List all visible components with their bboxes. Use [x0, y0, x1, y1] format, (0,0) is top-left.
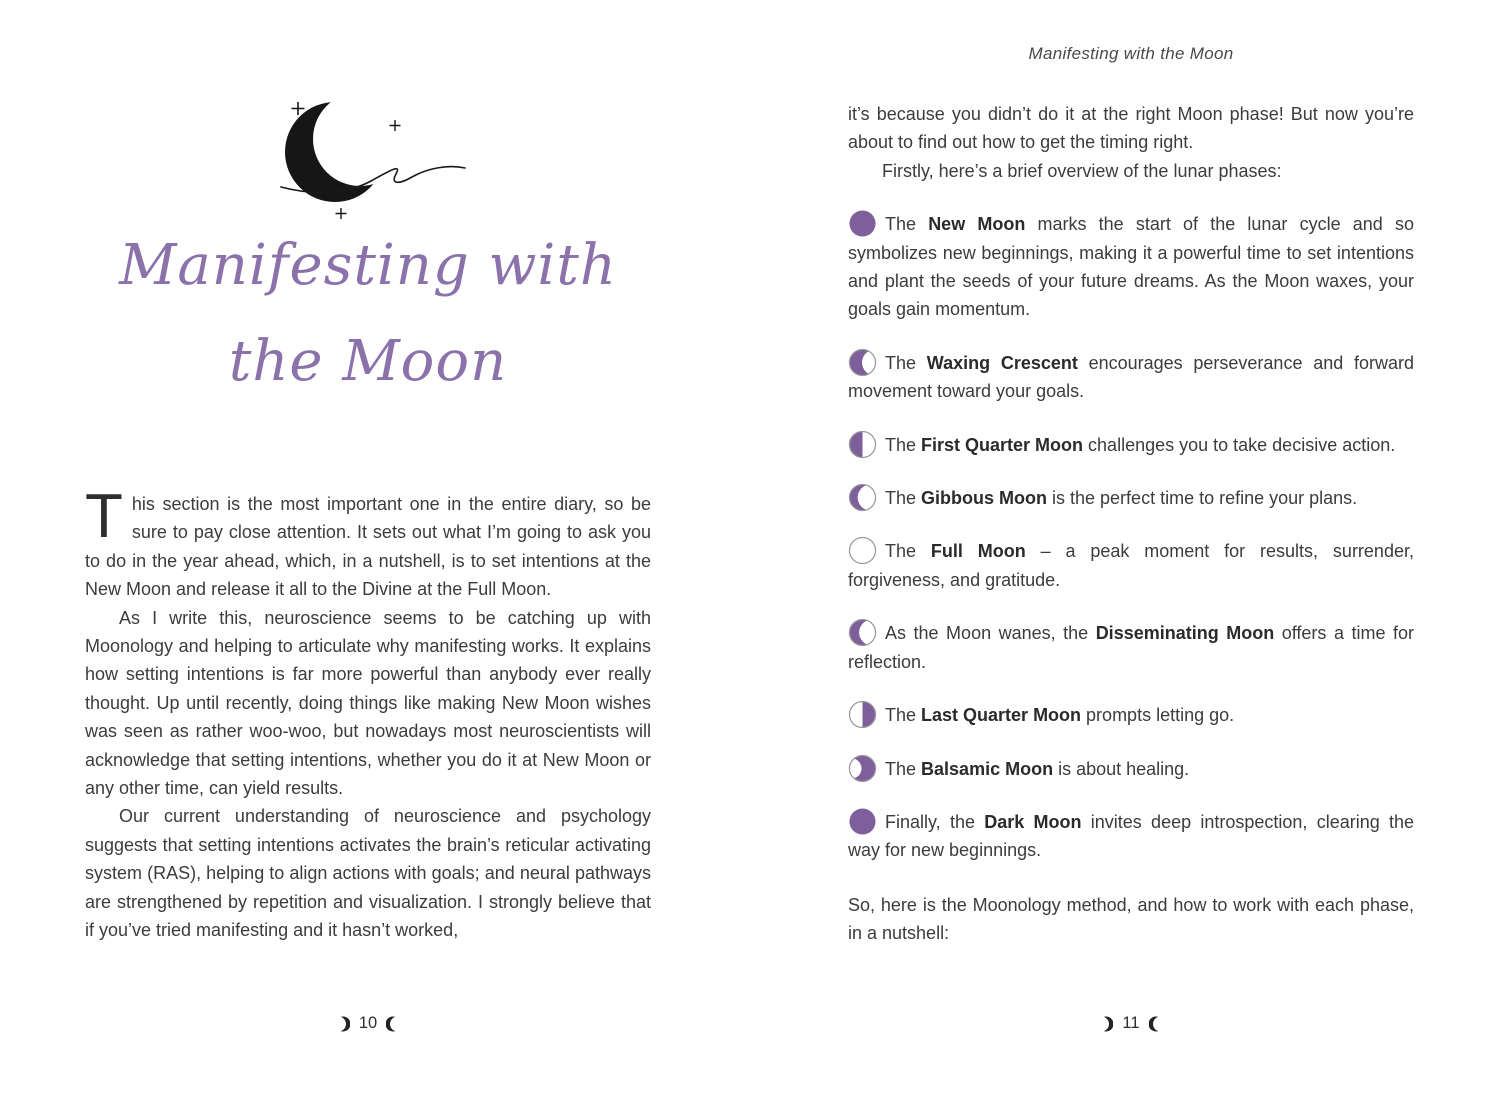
phase-item-balsamic — [848, 754, 1414, 783]
paragraph-2: As I write this, neuroscience seems to be catching up with Moonology and helping to articulate why manifesting works. It explains how setting intentions is far more powerful than anybody ever really thought. Up until recently, doing things like making New Moon wishes was seen as rather woo-woo, but nowadays most neuroscientists will acknowledge that setting intentions, whether you do it at New Moon or any other time, can yield results. — [85, 607, 651, 799]
phase-post: is about healing. — [1053, 758, 1190, 779]
phase-post: marks the start of the lunar cycle and so symbolizes new beginnings, making it a powerful time to set intentions and plant the seeds of your future dreams. As the Moon waxes, your goals gain momentum. — [848, 214, 1414, 320]
phase-item-dark-moon — [848, 807, 1414, 865]
crescent-moon-wave-icon — [253, 88, 483, 228]
crescent-right-icon — [1101, 1015, 1113, 1033]
phase-item-gibbous — [848, 483, 1414, 512]
phase-post: invites deep introspection, clearing the way for new beginnings. — [848, 811, 1415, 861]
phase-pre: The — [885, 758, 922, 779]
intro-paragraph-2: Firstly, here’s a brief overview of the lunar phases: — [882, 160, 1282, 181]
phase-post: challenges you to take decisive action. — [1083, 434, 1396, 455]
crescent-left-icon — [1149, 1015, 1161, 1033]
phase-name: Balsamic Moon — [921, 758, 1054, 779]
paragraph-1-text: his section is the most important one in the entire diary, so be sure to pay close attention. It sets out what I’m going to ask you to do in the year ahead, which, in a nutshell, is to set intentions at the New Moon and release it all to the Divine at the Full Moon. — [85, 494, 651, 600]
phase-name: Last Quarter Moon — [921, 705, 1082, 726]
crescent-moon-illustration — [85, 88, 651, 233]
page-number-text: 11 — [1122, 1014, 1140, 1032]
phase-item-first-quarter — [848, 430, 1414, 459]
phase-name: Waxing Crescent — [926, 352, 1078, 373]
crescent-right-icon — [338, 1015, 350, 1033]
right-page-number — [848, 1014, 1414, 1033]
dark-moon-icon — [848, 807, 877, 836]
phase-pre: Finally, the — [885, 811, 985, 832]
phase-pre: The — [885, 214, 929, 235]
running-header: Manifesting with the Moon — [1028, 44, 1234, 63]
left-body-text — [85, 482, 651, 945]
chapter-title-line2: the Moon — [228, 329, 508, 394]
first-quarter-icon — [848, 430, 877, 459]
phase-name: New Moon — [928, 214, 1026, 235]
phase-pre: The — [885, 434, 922, 455]
waxing-crescent-icon — [848, 348, 877, 377]
phase-pre: The — [885, 488, 922, 509]
phase-name: Disseminating Moon — [1095, 623, 1275, 644]
phase-item-full-moon — [848, 536, 1414, 594]
phase-name: Full Moon — [930, 541, 1026, 562]
paragraph-3: Our current understanding of neuroscience and psychology suggests that setting intentions activates the brain’s reticular activating system (RAS), helping to align actions with goals; and neural pathways are strengthened by repetition and visualization. I strongly believe that if you’ve tried manifesting and it hasn’t worked, — [85, 806, 651, 941]
intro-paragraph: it’s because you didn’t do it at the right Moon phase! But now you’re about to find out how to get the timing right. — [848, 104, 1414, 153]
phase-pre: The — [885, 541, 931, 562]
new-moon-icon — [848, 209, 877, 238]
chapter-title-line1: Manifesting with — [119, 233, 617, 298]
phase-pre: As the Moon wanes, the — [885, 623, 1096, 644]
chapter-title — [85, 218, 651, 410]
phase-item-last-quarter — [848, 700, 1414, 729]
balsamic-icon — [848, 754, 877, 783]
phase-name: Gibbous Moon — [921, 488, 1048, 509]
phase-pre: The — [885, 352, 927, 373]
right-body-text — [848, 100, 1414, 948]
paragraph-1 — [85, 482, 651, 604]
gibbous-icon — [848, 483, 877, 512]
phase-item-new-moon — [848, 209, 1414, 324]
phase-post: prompts letting go. — [1081, 705, 1235, 726]
last-quarter-icon — [848, 700, 877, 729]
phase-post: – a peak moment for results, surrender, forgiveness, and gratitude. — [848, 541, 1414, 590]
phase-post: offers a time for reflection. — [848, 623, 1414, 672]
crescent-left-icon — [386, 1015, 398, 1033]
outro-paragraph: So, here is the Moonology method, and how to work with each phase, in a nutshell: — [848, 894, 1414, 944]
disseminating-icon — [848, 618, 877, 647]
left-page-number — [85, 1014, 651, 1033]
drop-cap: T — [85, 482, 123, 551]
phase-name: First Quarter Moon — [921, 434, 1084, 455]
phase-post: encourages perseverance and forward movement toward your goals. — [848, 352, 1414, 402]
full-moon-icon — [848, 536, 877, 565]
page-number-text: 10 — [358, 1014, 378, 1032]
phase-name: Dark Moon — [984, 811, 1082, 832]
phase-post: is the perfect time to refine your plans. — [1047, 488, 1358, 509]
phase-pre: The — [885, 705, 922, 726]
phase-item-disseminating — [848, 618, 1414, 676]
phase-item-waxing-crescent — [848, 348, 1414, 406]
